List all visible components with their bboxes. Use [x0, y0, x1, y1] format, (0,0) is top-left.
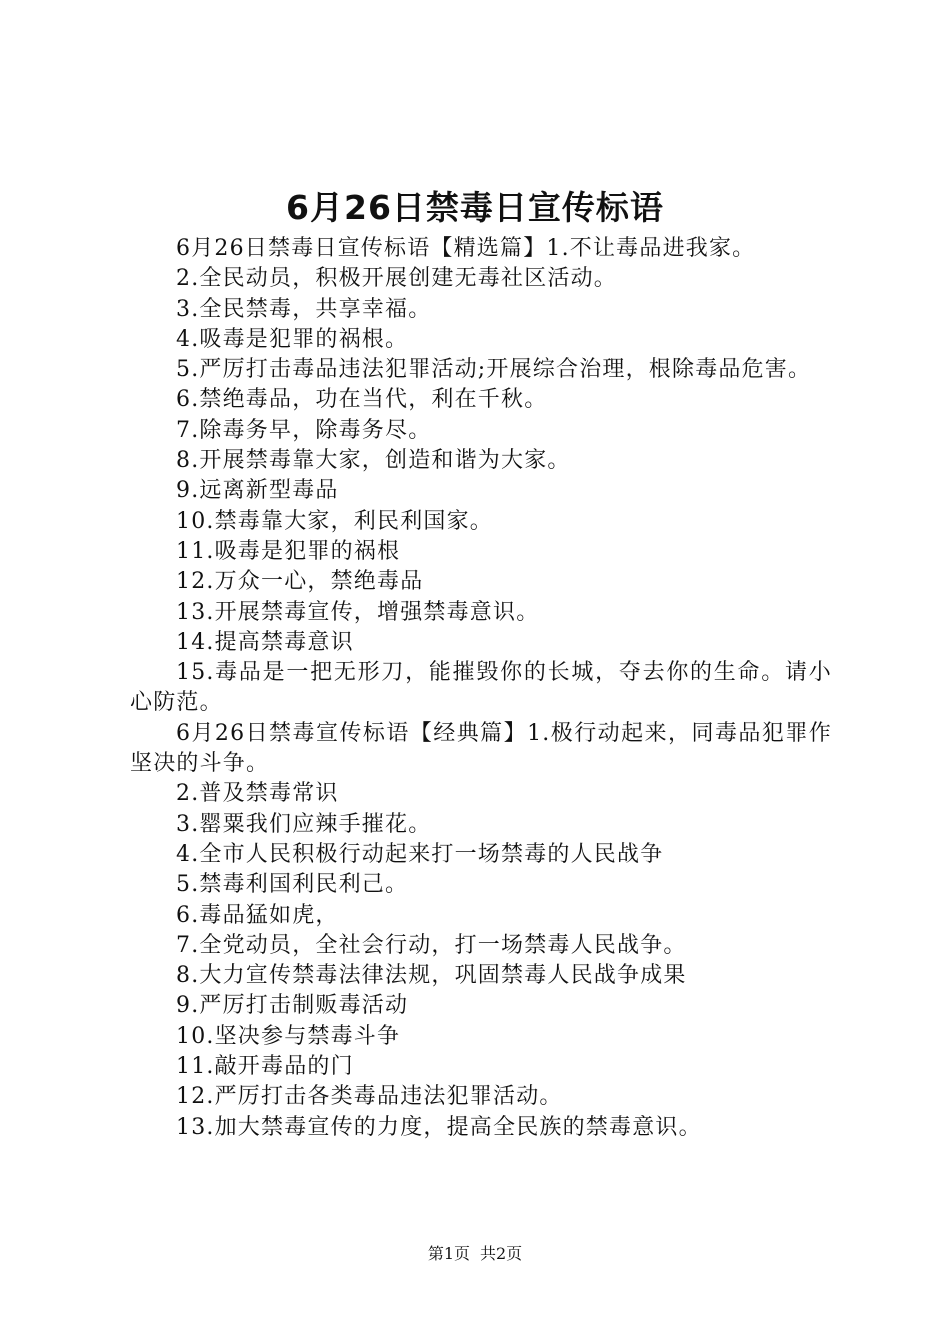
- paragraph: 13.加大禁毒宣传的力度，提高全民族的禁毒意识。: [176, 1114, 702, 1140]
- paragraph: 7.全党动员，全社会行动，打一场禁毒人民战争。: [176, 932, 687, 958]
- paragraph: 4.吸毒是犯罪的祸根。: [176, 326, 409, 352]
- paragraph: 9.远离新型毒品: [176, 478, 339, 504]
- paragraph: 4.全市人民积极行动起来打一场禁毒的人民战争: [176, 841, 664, 867]
- paragraph: 6.毒品猛如虎，: [176, 902, 339, 928]
- paragraph: 6月26日禁毒日宣传标语【精选篇】1.不让毒品进我家。: [176, 236, 756, 261]
- paragraph: 11.吸毒是犯罪的祸根: [176, 538, 401, 564]
- paragraph: 5.禁毒利国利民利己。: [176, 872, 409, 898]
- paragraph: 13.开展禁毒宣传，增强禁毒意识。: [176, 599, 540, 625]
- page-total: 共2页: [480, 1244, 523, 1263]
- paragraph: 14.提高禁毒意识: [176, 629, 354, 655]
- paragraph: 3.罂粟我们应辣手摧花。: [176, 811, 432, 837]
- paragraph: 2.全民动员，积极开展创建无毒社区活动。: [176, 266, 617, 292]
- paragraph: 3.全民禁毒，共享幸福。: [176, 296, 432, 322]
- paragraph: 8.开展禁毒靠大家，创造和谐为大家。: [176, 448, 571, 474]
- paragraph: 11.敲开毒品的门: [176, 1054, 354, 1080]
- paragraph: 10.坚决参与禁毒斗争: [176, 1023, 401, 1049]
- page-footer: [0, 1243, 950, 1265]
- paragraph: 2.普及禁毒常识: [176, 781, 339, 807]
- paragraph: 8.大力宣传禁毒法律法规，巩固禁毒人民战争成果: [176, 963, 687, 989]
- paragraph: 6.禁绝毒品，功在当代，利在千秋。: [176, 387, 548, 413]
- paragraph: 12.严厉打击各类毒品违法犯罪活动。: [176, 1084, 563, 1110]
- paragraph: 10.禁毒靠大家，利民利国家。: [176, 508, 493, 534]
- paragraph: 9.严厉打击制贩毒活动: [176, 993, 409, 1019]
- paragraph: 6月26日禁毒宣传标语【经典篇】1.极行动起来，同毒品犯罪作坚决的斗争。: [130, 720, 832, 777]
- document-body: [130, 234, 832, 1143]
- page-number: 第1页: [427, 1244, 470, 1263]
- paragraph: 7.除毒务早，除毒务尽。: [176, 417, 432, 443]
- paragraph: 12.万众一心，禁绝毒品: [176, 569, 424, 595]
- paragraph: 15.毒品是一把无形刀，能摧毁你的长城，夺去你的生命。请小心防范。: [130, 660, 832, 716]
- paragraph: 5.严厉打击毒品违法犯罪活动;开展综合治理，根除毒品危害。: [176, 357, 812, 383]
- document-title: 6月26日禁毒日宣传标语: [286, 188, 664, 227]
